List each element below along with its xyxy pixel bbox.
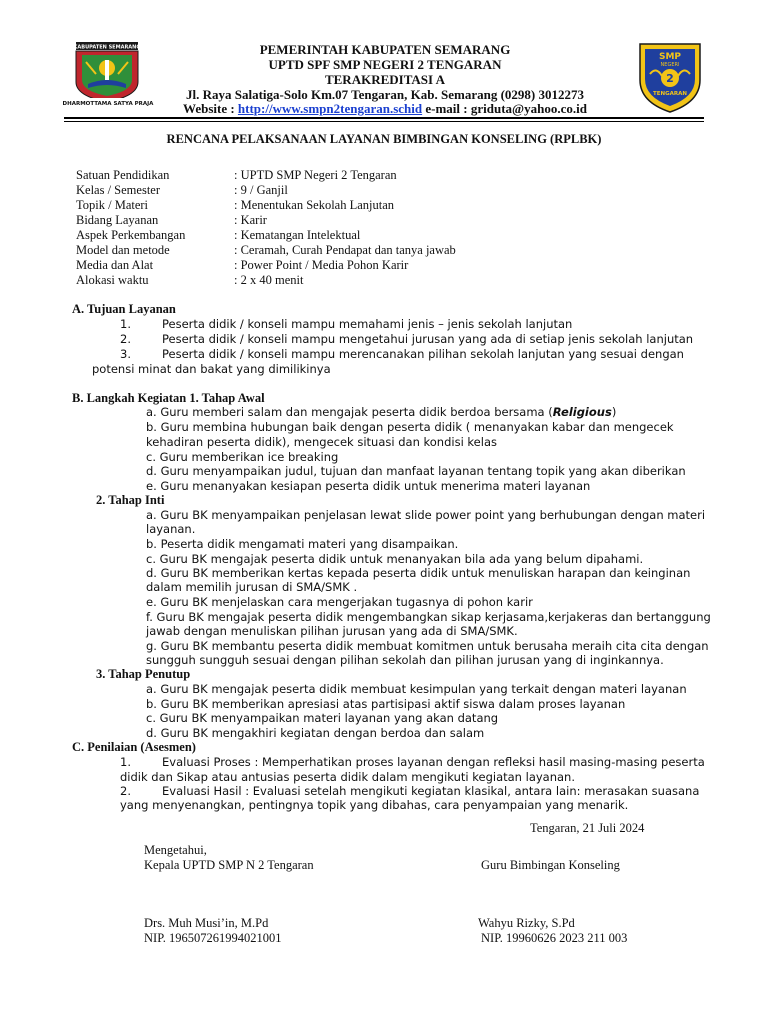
step-item: e. Guru menanyakan kesiapan peserta didik untuk menerima materi layanan [146,479,591,493]
info-value: : Menentukan Sekolah Lanjutan [234,198,395,212]
svg-text:NEGERI: NEGERI [660,62,680,68]
list-item: Peserta didik / konseli mampu merencanakan pilihan sekolah lanjutan yang sesuai dengan [162,347,684,361]
website-link[interactable]: http://www.smpn2tengaran.schid [237,101,423,116]
list-item-continuation: potensi minat dan bakat yang dimilikinya [92,362,331,376]
step-item: b. Peserta didik mengamati materi yang disampaikan. [146,537,459,551]
info-value: : Kematangan Intelektual [234,228,361,242]
step-item: c. Guru BK mengajak peserta didik untuk menanyakan bila ada yang belum dipahami. [146,552,644,566]
step-item: d. Guru BK memberikan kertas kepada peserta didik untuk menuliskan harapan dan keinginan [146,566,691,580]
principal-role: Kepala UPTD SMP N 2 Tengaran [144,858,314,872]
step-item [146,405,616,419]
header-line-accreditation: TERAKREDITASI A [324,72,446,87]
svg-text:2: 2 [666,72,674,85]
counselor-nip: NIP. 19960626 2023 211 003 [481,931,628,945]
section-a-title: A. Tujuan Layanan [72,302,176,316]
step-text: a. Guru memberi salam dan mengajak peserta didik berdoa bersama ( [146,405,553,419]
tahap-inti-title: 2. Tahap Inti [96,493,165,507]
info-value: : 9 / Ganjil [234,183,288,197]
header-divider-thin [64,121,704,122]
mengetahui-label: Mengetahui, [144,843,207,857]
svg-text:SMP: SMP [658,52,682,62]
email-text: e-mail : griduta@yahoo.co.id [422,101,587,116]
list-item-continuation: yang menyenangkan, pentingnya topik yang dibahas, cara penyampaian yang menarik. [120,798,629,812]
info-label: Topik / Materi [76,198,149,212]
list-item-continuation: didik dan Sikap atau antusias peserta didik dalam mengikuti kegiatan layanan. [120,770,576,784]
principal-nip: NIP. 196507261994021001 [144,931,282,945]
step-text-close: ) [611,405,617,419]
document-title: RENCANA PELAKSANAAN LAYANAN BIMBINGAN KONSELING (RPLBK) [166,132,602,146]
counselor-name: Wahyu Rizky, S.Pd [478,916,575,930]
info-label: Satuan Pendidikan [76,168,170,182]
list-number: 2. [120,784,131,798]
info-value: : Ceramah, Curah Pendapat dan tanya jawab [234,243,456,257]
step-item-continuation: layanan. [146,522,196,536]
step-item-continuation: jawab dengan menuliskan pilihan jurusan yang ada di SMA/SMK. [146,624,518,638]
step-item: a. Guru BK menyampaikan penjelasan lewat slide power point yang berhubungan dengan materi [146,508,706,522]
section-b-title: B. Langkah Kegiatan 1. Tahap Awal [72,391,265,405]
step-item: c. Guru memberikan ice breaking [146,450,339,464]
list-item: Evaluasi Hasil : Evaluasi setelah mengikuti kegiatan klasikal, antara lain: merasakan suasana [162,784,700,798]
info-label: Alokasi waktu [76,273,149,287]
step-item: b. Guru BK memberikan apresiasi atas partisipasi aktif siswa dalam proses layanan [146,697,626,711]
info-value: : Karir [234,213,267,227]
info-value: : Power Point / Media Pohon Karir [234,258,409,272]
principal-name: Drs. Muh Musi’in, M.Pd [144,916,269,930]
step-item-continuation: dalam memilih jurusan di SMA/SMK . [146,580,358,594]
svg-text:TENGARAN: TENGARAN [653,91,687,97]
svg-text:KABUPATEN SEMARANG: KABUPATEN SEMARANG [73,44,141,51]
info-label: Kelas / Semester [76,183,161,197]
header-line-government: PEMERINTAH KABUPATEN SEMARANG [259,42,511,57]
header-line-address: Jl. Raya Salatiga-Solo Km.07 Tengaran, Kab. Semarang (0298) 3012273 [186,87,584,102]
step-item: b. Guru membina hubungan baik dengan peserta didik ( menanyakan kabar dan mengecek [146,420,674,434]
step-item: d. Guru menyampaikan judul, tujuan dan manfaat layanan tentang topik yang akan diberikan [146,464,686,478]
religious-emphasis: Religious [552,405,612,419]
place-date: Tengaran, 21 Juli 2024 [530,821,645,835]
step-item: a. Guru BK mengajak peserta didik membuat kesimpulan yang terkait dengan materi layanan [146,682,687,696]
counselor-role: Guru Bimbingan Konseling [481,858,620,872]
list-number: 3. [120,347,131,361]
step-item-continuation: sungguh sungguh sesuai dengan pilihan sekolah dan pilihan jurusan yang di inginkannya. [146,653,664,667]
info-label: Bidang Layanan [76,213,159,227]
section-c-title: C. Penilaian (Asesmen) [72,740,196,754]
website-label: Website : [183,101,238,116]
header-divider-thick [64,117,704,119]
list-item: Peserta didik / konseli mampu memahami jenis – jenis sekolah lanjutan [162,317,573,331]
list-number: 2. [120,332,131,346]
info-label: Model dan metode [76,243,170,257]
info-value: : 2 x 40 menit [234,273,304,287]
info-value: : UPTD SMP Negeri 2 Tengaran [234,168,397,182]
step-item: e. Guru BK menjelaskan cara mengerjakan tugasnya di pohon karir [146,595,533,609]
header-line-contact [150,101,620,117]
list-number: 1. [120,317,131,331]
step-item: c. Guru BK menyampaikan materi layanan yang akan datang [146,711,499,725]
kabupaten-semarang-logo [62,40,154,110]
list-number: 1. [120,755,131,769]
header-line-school: UPTD SPF SMP NEGERI 2 TENGARAN [268,57,502,72]
list-item: Peserta didik / konseli mampu mengetahui jurusan yang ada di setiap jenis sekolah lanjutan [162,332,694,346]
step-item: g. Guru BK membantu peserta didik membuat komitmen untuk berusaha meraih cita cita dengan [146,639,709,653]
list-item: Evaluasi Proses : Memperhatikan proses layanan dengan refleksi hasil masing-masing peserta [162,755,705,769]
step-item-continuation: kehadiran peserta didik), mengecek situasi dan kondisi kelas [146,435,497,449]
tahap-penutup-title: 3. Tahap Penutup [96,667,191,681]
info-label: Media dan Alat [76,258,154,272]
info-label: Aspek Perkembangan [76,228,186,242]
svg-text:DHARMOTTAMA SATYA PRAJA: DHARMOTTAMA SATYA PRAJA [62,101,154,107]
smp-negeri-2-tengaran-logo [632,40,708,114]
step-item: d. Guru BK mengakhiri kegiatan dengan berdoa dan salam [146,726,485,740]
step-item: f. Guru BK mengajak peserta didik mengembangkan sikap kerjasama,kerjakeras dan bertanggung [146,610,711,624]
